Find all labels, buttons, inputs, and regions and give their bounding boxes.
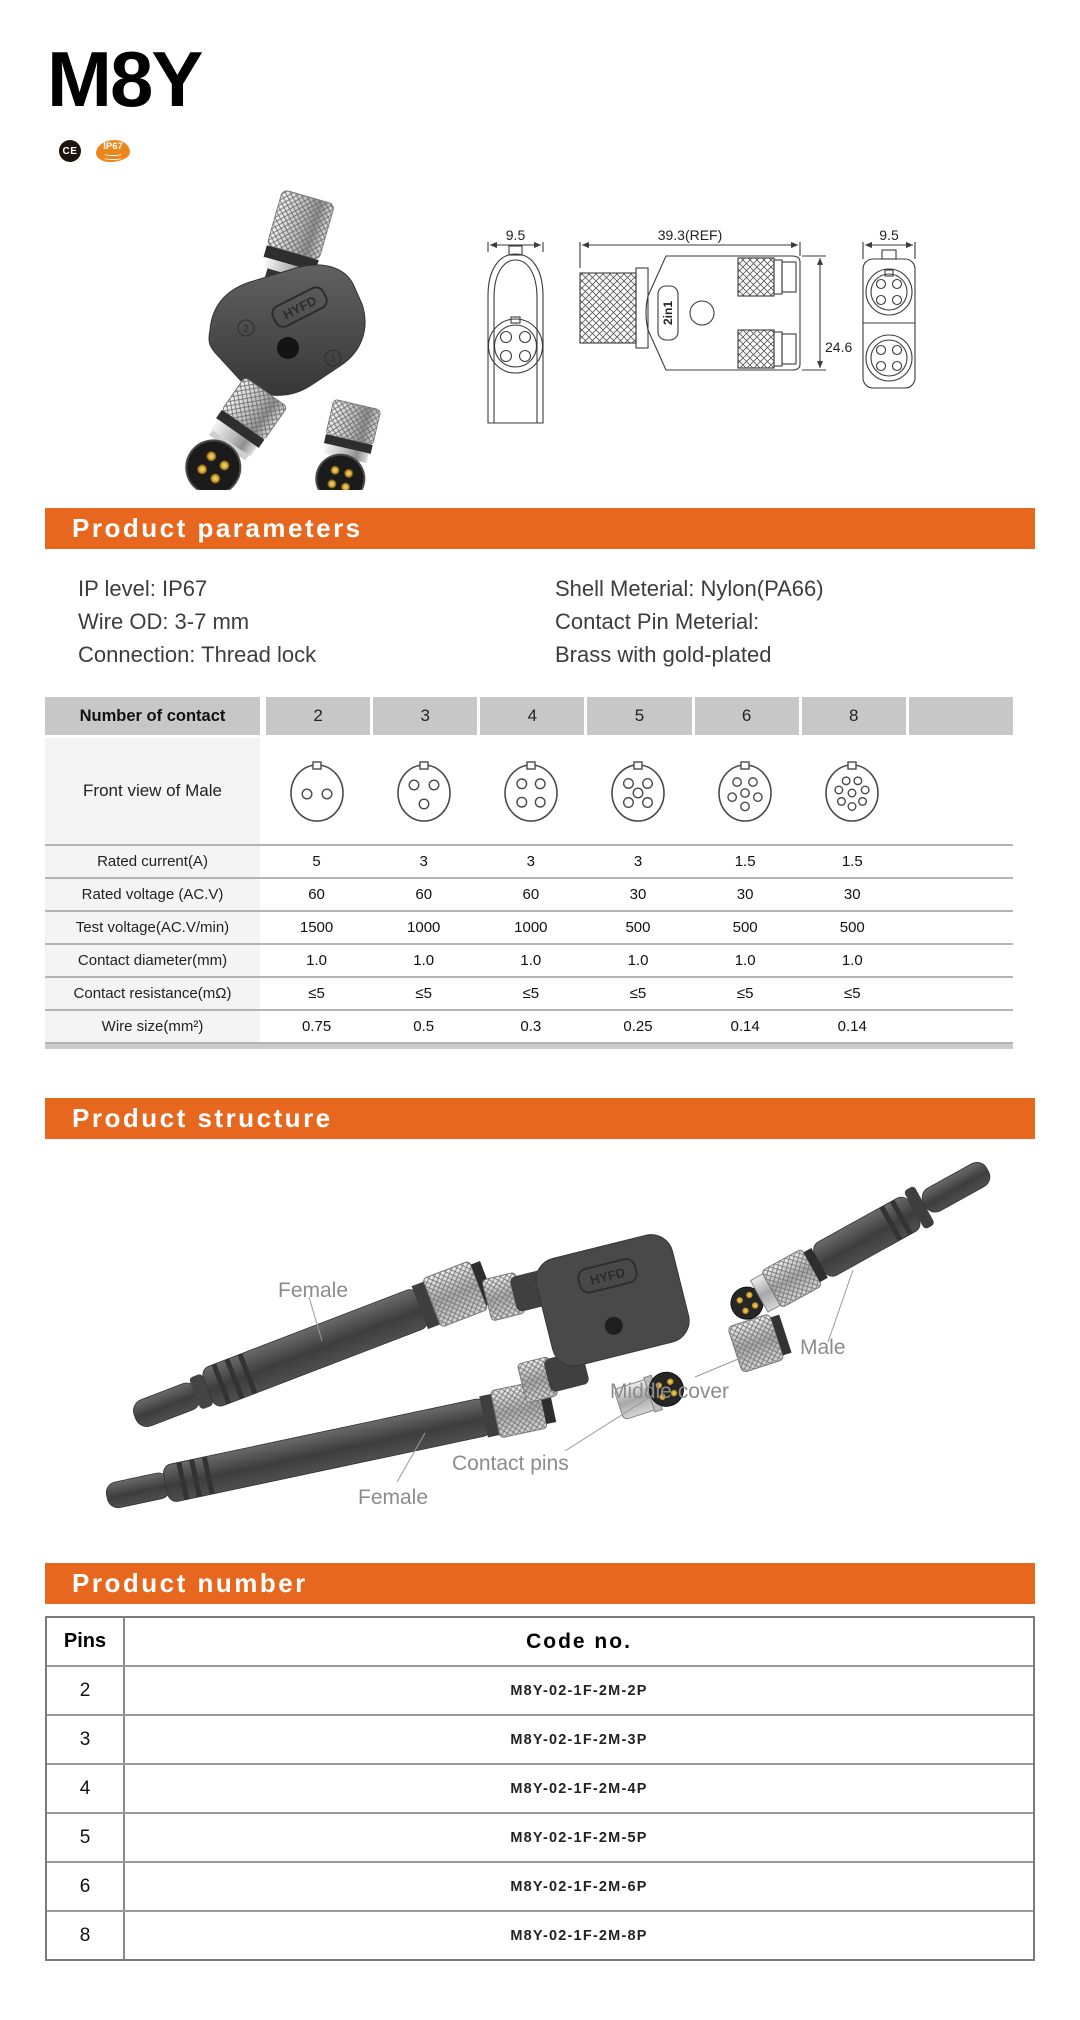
pin-view-4 bbox=[501, 758, 561, 824]
spec-value: 1.0 bbox=[413, 952, 435, 969]
parameters-left-column bbox=[78, 572, 316, 671]
photo-right-connector bbox=[312, 399, 381, 490]
spec-empty-cell bbox=[906, 978, 1013, 1009]
spec-empty-cell bbox=[906, 912, 1013, 943]
pins-value: 5 bbox=[47, 1814, 125, 1861]
spec-row bbox=[45, 945, 1013, 978]
code-header: Code no. bbox=[526, 1629, 632, 1653]
spec-row-label: Wire size(mm²) bbox=[45, 1011, 263, 1042]
spec-value: 0.25 bbox=[623, 1018, 653, 1035]
spec-value: 1000 bbox=[407, 919, 441, 936]
spec-value: 1000 bbox=[514, 919, 548, 936]
pins-value: 6 bbox=[47, 1863, 125, 1910]
spec-value: ≤5 bbox=[308, 985, 325, 1002]
spec-value: 1.5 bbox=[841, 853, 863, 870]
spec-table bbox=[45, 697, 1013, 1049]
spec-value: 1.0 bbox=[306, 952, 327, 969]
spec-row-label: Contact resistance(mΩ) bbox=[45, 978, 263, 1009]
param-line: Contact Pin Meterial: bbox=[555, 609, 760, 634]
label-female-bottom: Female bbox=[358, 1486, 429, 1509]
spec-empty-cell bbox=[906, 945, 1013, 976]
section-header-structure bbox=[45, 1098, 1035, 1139]
spec-value: 1.0 bbox=[841, 952, 863, 969]
table-bottom-bar bbox=[45, 1044, 1013, 1049]
spec-corner-label: Number of contact bbox=[45, 697, 263, 735]
brand-text: HYFD bbox=[280, 292, 319, 323]
dim-right-label: 9.5 bbox=[879, 227, 899, 243]
spec-value: ≤5 bbox=[522, 985, 540, 1002]
brand-text: HYFD bbox=[588, 1264, 627, 1288]
structure-male bbox=[722, 1151, 995, 1331]
spec-value: ≤5 bbox=[736, 985, 754, 1002]
number-row bbox=[47, 1763, 1033, 1812]
spec-value: 3 bbox=[633, 853, 643, 870]
spec-row bbox=[45, 846, 1013, 879]
product-photo bbox=[100, 190, 430, 490]
spec-row bbox=[45, 1011, 1013, 1044]
spec-value: 30 bbox=[736, 886, 754, 903]
code-value: M8Y-02-1F-2M-5P bbox=[510, 1829, 648, 1846]
contact-count-header: 3 bbox=[373, 697, 477, 735]
pins-header: Pins bbox=[47, 1618, 125, 1665]
spec-value: ≤5 bbox=[415, 985, 432, 1002]
spec-empty-cell bbox=[906, 1011, 1013, 1042]
code-value: M8Y-02-1F-2M-6P bbox=[510, 1878, 648, 1895]
label-contact-pins: Contact pins bbox=[452, 1452, 569, 1475]
spec-value: 1500 bbox=[299, 919, 334, 936]
spec-row-label: Rated current(A) bbox=[45, 846, 263, 877]
front-view-row bbox=[45, 738, 1013, 846]
pins-value: 3 bbox=[47, 1716, 125, 1763]
pin-view-cell bbox=[477, 738, 584, 844]
dimension-drawing bbox=[470, 218, 940, 433]
port-mark-2: 2 bbox=[243, 324, 249, 335]
label-female-top: Female bbox=[278, 1279, 349, 1302]
code-value: M8Y-02-1F-2M-2P bbox=[510, 1682, 648, 1699]
pin-view-cell bbox=[370, 738, 477, 844]
code-value: M8Y-02-1F-2M-3P bbox=[510, 1731, 648, 1748]
page-title: M8Y bbox=[47, 35, 202, 123]
spec-value: 60 bbox=[415, 886, 433, 903]
ip67-badge-icon bbox=[96, 140, 130, 162]
spec-row bbox=[45, 978, 1013, 1011]
pin-view-2 bbox=[287, 758, 347, 824]
spec-empty-cell bbox=[906, 879, 1013, 910]
section-title: Product parameters bbox=[72, 513, 363, 543]
spec-value: 1.0 bbox=[734, 952, 756, 969]
code-value: M8Y-02-1F-2M-4P bbox=[510, 1780, 648, 1797]
contact-count-header: 6 bbox=[695, 697, 799, 735]
pins-value: 4 bbox=[47, 1765, 125, 1812]
number-row bbox=[47, 1812, 1033, 1861]
front-empty-cell bbox=[906, 738, 1013, 844]
front-view-label: Front view of Male bbox=[45, 738, 263, 844]
spec-value: 1.5 bbox=[734, 853, 756, 870]
label-male: Male bbox=[800, 1336, 846, 1359]
number-row bbox=[47, 1861, 1033, 1910]
parameters-right-column bbox=[555, 572, 824, 671]
contact-count-header: 4 bbox=[480, 697, 584, 735]
section-header-parameters bbox=[45, 508, 1035, 549]
number-row bbox=[47, 1910, 1033, 1959]
number-row bbox=[47, 1714, 1033, 1763]
pins-value: 2 bbox=[47, 1667, 125, 1714]
number-table-header bbox=[47, 1618, 1033, 1665]
pin-view-cell bbox=[263, 738, 370, 844]
photo-body bbox=[209, 265, 365, 395]
spec-row-label: Rated voltage (AC.V) bbox=[45, 879, 263, 910]
pin-view-cell bbox=[584, 738, 691, 844]
spec-value: 0.75 bbox=[301, 1018, 332, 1035]
pin-view-cell bbox=[692, 738, 799, 844]
spec-value: 3 bbox=[419, 853, 428, 870]
empty-header-cell bbox=[909, 697, 1013, 735]
pin-view-5 bbox=[608, 758, 668, 824]
spec-value: 60 bbox=[308, 886, 325, 903]
spec-row bbox=[45, 912, 1013, 945]
spec-value: 0.5 bbox=[413, 1018, 435, 1035]
spec-row bbox=[45, 879, 1013, 912]
dim-height-label: 24.6 bbox=[825, 339, 853, 355]
ip67-label: IP67 bbox=[103, 141, 123, 153]
pin-view-8 bbox=[822, 758, 882, 824]
spec-header-row bbox=[45, 697, 1013, 735]
spec-value: 30 bbox=[629, 886, 647, 903]
spec-value: 1.0 bbox=[627, 952, 649, 969]
param-line: Shell Meterial: Nylon(PA66) bbox=[555, 576, 824, 601]
contact-count-header: 5 bbox=[587, 697, 691, 735]
spec-value: 0.3 bbox=[520, 1018, 542, 1035]
contact-count-header: 2 bbox=[266, 697, 370, 735]
pin-view-cell bbox=[799, 738, 906, 844]
code-value: M8Y-02-1F-2M-8P bbox=[510, 1927, 648, 1944]
spec-value: 500 bbox=[732, 919, 758, 936]
spec-empty-cell bbox=[906, 846, 1013, 877]
spec-value: ≤5 bbox=[843, 985, 861, 1002]
param-line: Brass with gold-plated bbox=[555, 642, 772, 667]
spec-row-label: Test voltage(AC.V/min) bbox=[45, 912, 263, 943]
contact-count-header: 8 bbox=[802, 697, 906, 735]
pin-view-6 bbox=[715, 758, 775, 824]
param-line: Connection: Thread lock bbox=[78, 642, 317, 667]
certification-badges bbox=[59, 140, 130, 162]
section-title: Product number bbox=[72, 1568, 308, 1598]
section-header-number bbox=[45, 1563, 1035, 1604]
body-mark-label: 2in1 bbox=[661, 300, 675, 326]
wave-icon bbox=[104, 156, 122, 160]
spec-value: 5 bbox=[312, 853, 321, 870]
ce-mark-icon: CE bbox=[59, 140, 81, 162]
product-number-table bbox=[45, 1616, 1035, 1961]
dim-total-label: 39.3(REF) bbox=[657, 227, 723, 243]
spec-row-label: Contact diameter(mm) bbox=[45, 945, 263, 976]
param-line: IP level: IP67 bbox=[78, 576, 208, 601]
spec-value: 500 bbox=[625, 919, 651, 936]
spec-value: ≤5 bbox=[629, 985, 647, 1002]
section-title: Product structure bbox=[72, 1103, 333, 1133]
spec-value: 1.0 bbox=[520, 952, 542, 969]
label-middle-cover: Middle cover bbox=[610, 1380, 730, 1403]
port-mark-1: 1 bbox=[330, 354, 336, 365]
pin-view-3 bbox=[394, 758, 454, 824]
structure-middle-cover bbox=[728, 1311, 793, 1373]
spec-value: 0.14 bbox=[837, 1018, 867, 1035]
spec-value: 3 bbox=[526, 853, 536, 870]
pins-value: 8 bbox=[47, 1912, 125, 1959]
structure-illustration bbox=[95, 1145, 995, 1540]
param-line: Wire OD: 3-7 mm bbox=[78, 609, 250, 634]
dim-left-label: 9.5 bbox=[505, 227, 526, 243]
spec-value: 500 bbox=[839, 919, 865, 936]
spec-value: 0.14 bbox=[730, 1018, 760, 1035]
spec-value: 60 bbox=[522, 886, 540, 903]
number-row bbox=[47, 1665, 1033, 1714]
spec-value: 30 bbox=[843, 886, 861, 903]
